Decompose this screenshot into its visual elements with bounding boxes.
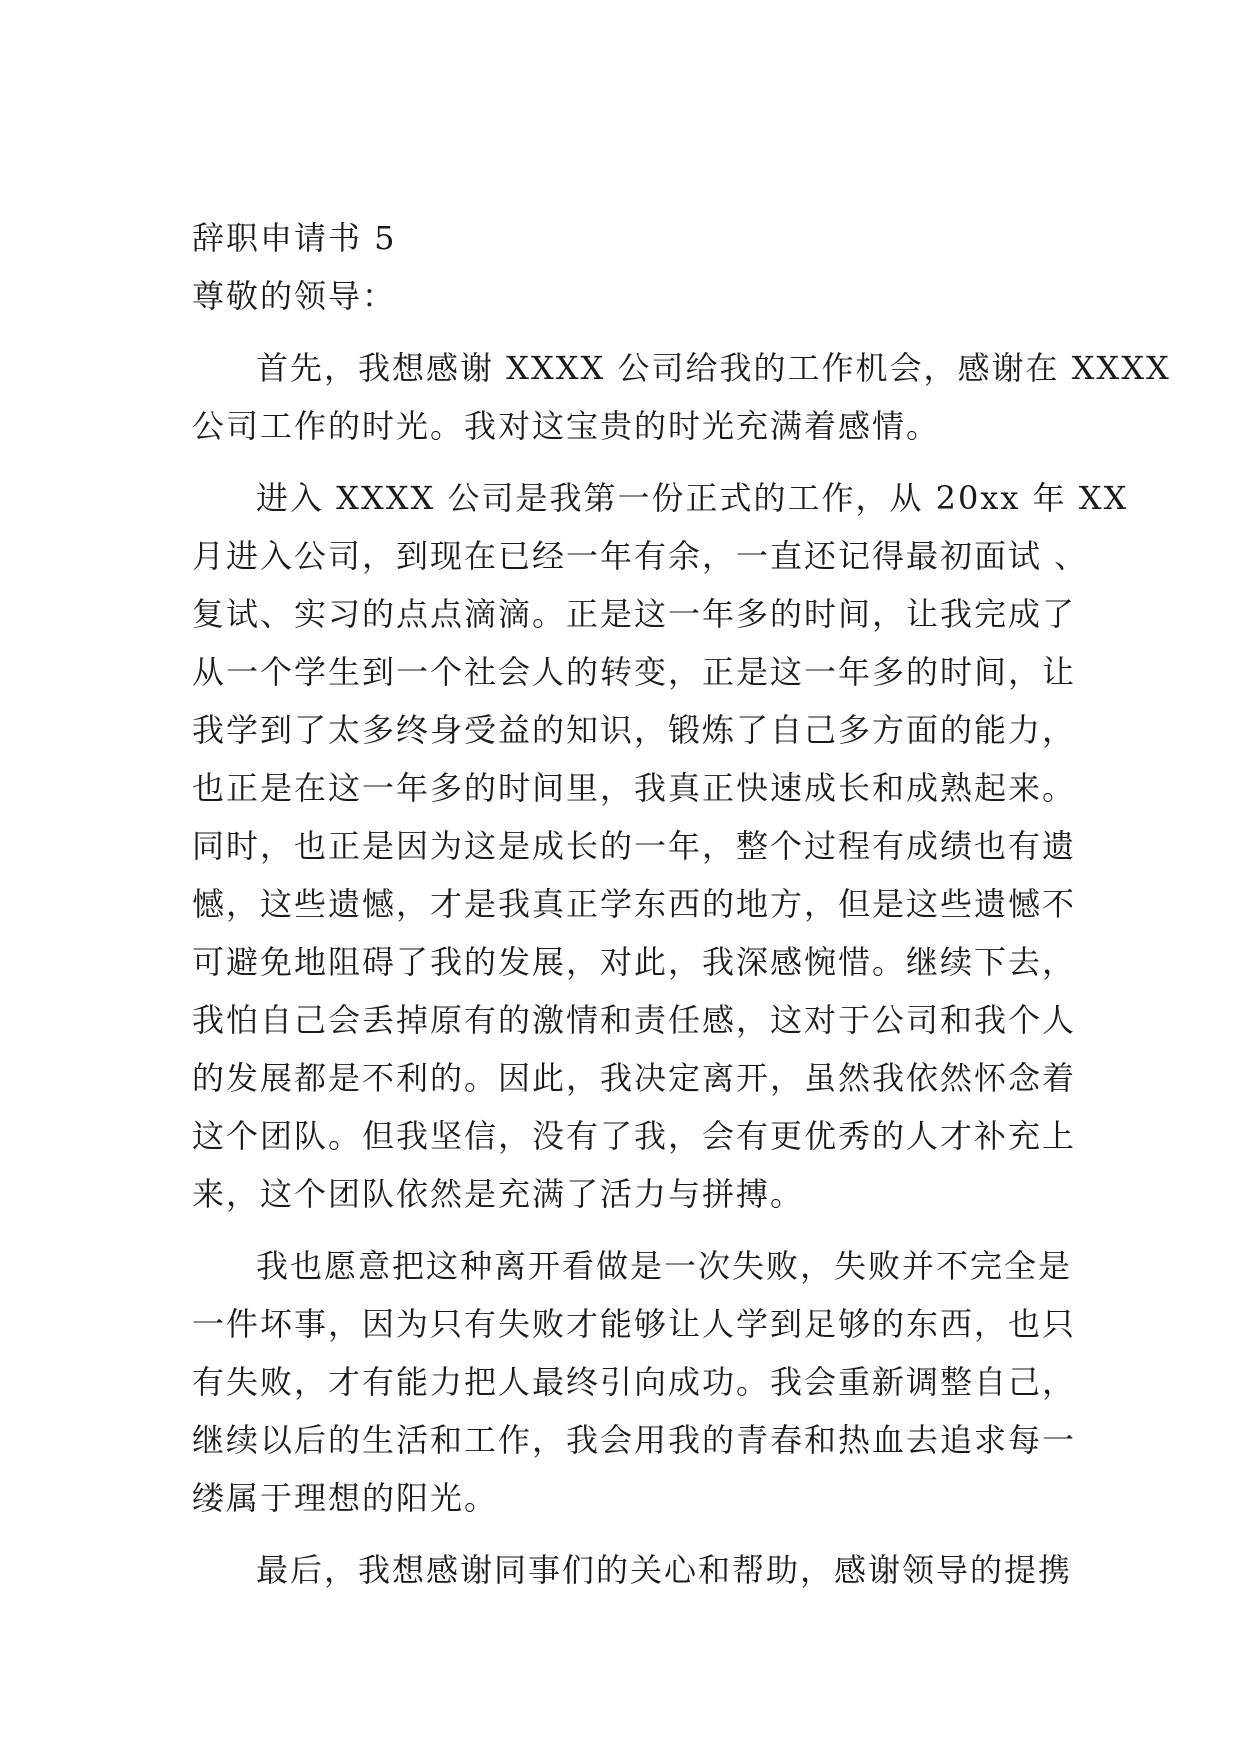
- paragraph-3-line-1: 我也愿意把这种离开看做是一次失败，失败并不完全是: [256, 1247, 1073, 1285]
- paragraph-2-line-9: 可避免地阻碍了我的发展，对此，我深感惋惜。继续下去，: [192, 943, 1077, 981]
- paragraph-1-line-2: 公司工作的时光。我对这宝贵的时光充满着感情。: [192, 407, 941, 445]
- document-title: 辞职申请书 5: [192, 219, 397, 257]
- paragraph-2-line-6: 也正是在这一年多的时间里，我真正快速成长和成熟起来。: [192, 769, 1077, 807]
- paragraph-3-line-4: 继续以后的生活和工作，我会用我的青春和热血去追求每一: [192, 1421, 1077, 1459]
- salutation: 尊敬的领导：: [192, 277, 397, 315]
- paragraph-1-line-1: 首先，我想感谢 XXXX 公司给我的工作机会，感谢在 XXXX: [256, 349, 1171, 387]
- paragraph-2-line-2: 月进入公司，到现在已经一年有余，一直还记得最初面试 、: [192, 537, 1089, 575]
- paragraph-3-line-5: 缕属于理想的阳光。: [192, 1479, 499, 1517]
- paragraph-2-line-13: 来，这个团队依然是充满了活力与拼搏。: [192, 1175, 805, 1213]
- paragraph-2-line-12: 这个团队。但我坚信，没有了我，会有更优秀的人才补充上: [192, 1117, 1077, 1155]
- paragraph-2-line-10: 我怕自己会丢掉原有的激情和责任感，这对于公司和我个人: [192, 1001, 1077, 1039]
- paragraph-3-line-2: 一件坏事，因为只有失败才能够让人学到足够的东西，也只: [192, 1305, 1077, 1343]
- paragraph-2-line-7: 同时，也正是因为这是成长的一年，整个过程有成绩也有遗: [192, 827, 1077, 865]
- paragraph-4-line-1: 最后，我想感谢同事们的关心和帮助，感谢领导的提携: [256, 1551, 1073, 1589]
- paragraph-2-line-1: 进入 XXXX 公司是我第一份正式的工作，从 20xx 年 XX: [256, 479, 1129, 517]
- paragraph-2-line-3: 复试、实习的点点滴滴。正是这一年多的时间，让我完成了: [192, 595, 1077, 633]
- paragraph-2-line-11: 的发展都是不利的。因此，我决定离开，虽然我依然怀念着: [192, 1059, 1077, 1097]
- paragraph-2-line-8: 憾，这些遗憾，才是我真正学东西的地方，但是这些遗憾不: [192, 885, 1077, 923]
- paragraph-2-line-5: 我学到了太多终身受益的知识，锻炼了自己多方面的能力，: [192, 711, 1077, 749]
- paragraph-3-line-3: 有失败，才有能力把人最终引向成功。我会重新调整自己，: [192, 1363, 1077, 1401]
- paragraph-2-line-4: 从一个学生到一个社会人的转变，正是这一年多的时间，让: [192, 653, 1077, 691]
